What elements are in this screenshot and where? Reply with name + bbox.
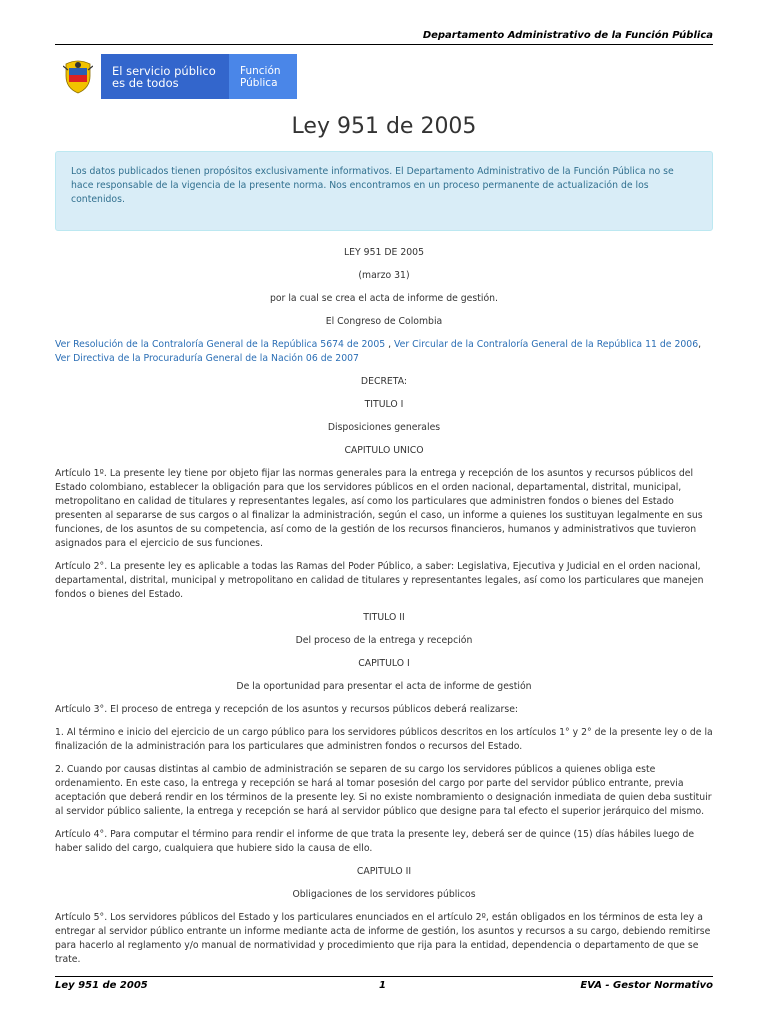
article-4: Artículo 4°. Para computar el término para rendir el informe de que trata la presente ley, deberá ser de quince (15) días hábiles luego de haber salido del cargo, cualquiera que hubiere sido la causa de ello. (55, 829, 695, 854)
titulo-2-heading: TITULO II (363, 612, 405, 623)
law-heading: LEY 951 DE 2005 (343, 247, 425, 258)
article-3-item-1: 1. Al término e inicio del ejercicio de un cargo público para los servidores públicos descritos en los artículos 1° y 2° de la presente ley o de la finalización de la administración para los particulares que administren fondos o recursos del Estado. (55, 727, 713, 752)
capitulo-2-heading: CAPITULO II (356, 866, 412, 877)
titulo-1-heading: TITULO I (364, 399, 404, 410)
article-3: Artículo 3°. El proceso de entrega y recepción de los asuntos y recursos públicos deberá realizarse: (55, 704, 519, 715)
link-circular-11[interactable]: Ver Circular de la Contraloría General de la República 11 de 2006 (394, 339, 699, 350)
link-directiva-06[interactable]: Ver Directiva de la Procuraduría General de la Nación 06 de 2007 (55, 353, 359, 364)
header-department: Departamento Administrativo de la Función Pública (422, 30, 713, 41)
logo-entity-line1: Función (240, 64, 281, 77)
capitulo-unico-heading: CAPITULO UNICO (344, 445, 424, 456)
article-2: Artículo 2°. La presente ley es aplicable a todas las Ramas del Poder Público, a saber: Legislativa, Ejecutiva y Judicial en el orden nacional, departamental, distrital, municipal y metropolitano en calidad de titulares y representantes legales, así como los particulares que manejen fondos o bienes del Estado. (55, 561, 704, 600)
titulo-1-subtitle: Disposiciones generales (327, 422, 441, 433)
footer-law-name: Ley 951 de 2005 (55, 980, 148, 991)
law-issuer: El Congreso de Colombia (325, 316, 443, 327)
logo-slogan (101, 54, 229, 99)
titulo-2-subtitle: Del proceso de la entrega y recepción (295, 635, 473, 646)
article-1: Artículo 1º. La presente ley tiene por objeto fijar las normas generales para la entrega y recepción de los asuntos y recursos públicos del Estado colombiano, establecer la obligación para que los servidores públicos en el orden nacional, departamental, distrital, municipal, metropolitano en calidad de titulares y representantes legales, así como los particulares que administren fondos o bienes del Estado presenten al separarse de sus cargos o al finalizar la administración, según el caso, un informe a quienes los sustituyan legalmente en sus funciones, de los asuntos de su competencia, así como de la gestión de los recursos financieros, humanos y administrativos que tuvieron asignados para el ejercicio de sus funciones. (55, 468, 703, 549)
related-links: Ver Resolución de la Contraloría General de la República 5674 de 2005 , Ver Circular de la Contraloría General de la República 11 de 2006, Ver Directiva de la Procuraduría General de la Nación 06 de 2007 (55, 339, 702, 364)
logo-entity (229, 54, 297, 99)
page-title: Ley 951 de 2005 (291, 114, 477, 139)
disclaimer-notice: Los datos publicados tienen propósitos exclusivamente informativos. El Departamento Administrativo de la Función Pública no se hace responsable de la vigencia de la presente norma. Nos encontramos en un proceso permanente de actualización de los contenidos. (55, 151, 713, 231)
header-divider (55, 44, 713, 45)
logo-slogan-line1: El servicio público (112, 63, 216, 78)
decreta-heading: DECRETA: (360, 376, 408, 387)
footer-divider (55, 976, 713, 977)
capitulo-1-subtitle: De la oportunidad para presentar el acta de informe de gestión (236, 681, 532, 692)
link-resolucion-5674[interactable]: Ver Resolución de la Contraloría General de la República 5674 de 2005 (55, 339, 386, 350)
footer-page-number: 1 (379, 980, 386, 991)
logo-entity-line2: Pública (240, 76, 278, 89)
logo-slogan-line2: es de todos (112, 75, 179, 90)
footer-source: EVA - Gestor Normativo (580, 980, 713, 991)
capitulo-2-subtitle: Obligaciones de los servidores públicos (292, 889, 476, 900)
law-text (55, 246, 713, 976)
article-3-item-2: 2. Cuando por causas distintas al cambio de administración se separen de su cargo los servidores públicos a quienes obliga este ordenamiento. En este caso, la entrega y recepción se hará al tomar posesión del cargo por parte del servidor público entrante, previa aceptación que deberá rendir en los términos de la presente ley. Si no existe nombramiento o designación inmediata de quien deba sustituir al servidor público saliente, la entrega y recepción se hará al servidor público que designe para tal efecto el superior jerárquico del mismo. (55, 764, 712, 817)
law-subject: por la cual se crea el acta de informe de gestión. (269, 293, 499, 304)
article-5: Artículo 5°. Los servidores públicos del Estado y los particulares enunciados en el artículo 2º, están obligados en los términos de esta ley a entregar al servidor público entrante un informe mediante acta de informe de gestión, los asuntos y recursos a su cargo, debiendo remitirse para hacerlo al reglamento y/o manual de normatividad y procedimiento que rija para la entidad, dependencia o departamento de que se trate. (55, 912, 711, 965)
law-date: (marzo 31) (358, 270, 410, 281)
funcion-publica-logo (55, 54, 297, 99)
capitulo-1-heading: CAPITULO I (358, 658, 410, 669)
coat-of-arms-icon (55, 54, 101, 99)
